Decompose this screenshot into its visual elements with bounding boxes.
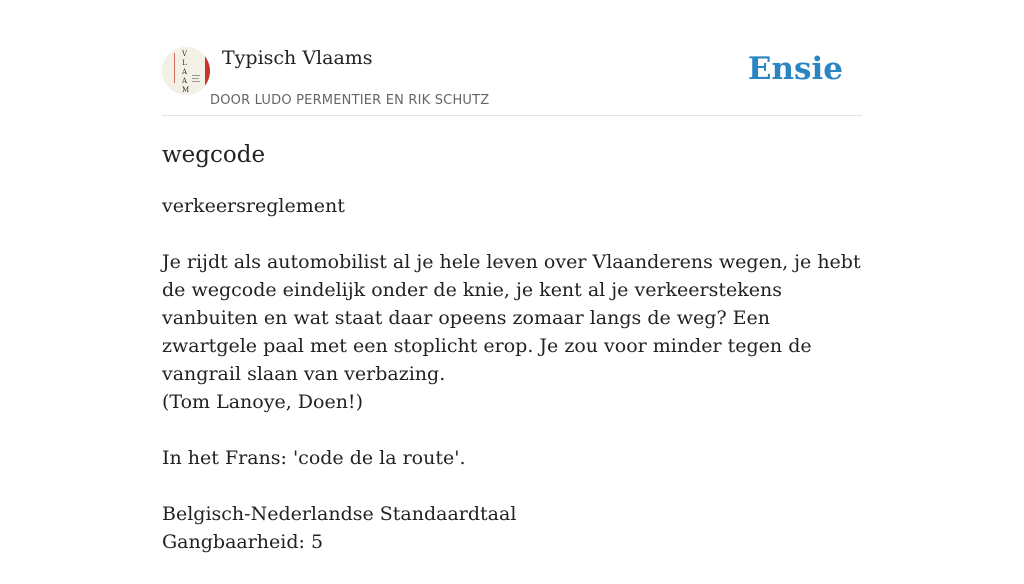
classification-text: Belgisch-Nederlandse Standaardtaal	[162, 503, 517, 525]
ensie-logo[interactable]: Ensie	[747, 51, 843, 87]
entry-title: wegcode	[162, 142, 266, 168]
quote-text: Je rijdt als automobilist al je hele leven over Vlaanderens wegen, je hebt de wegcode eindelijk onder de knie, je kent al je verkeerstekens vanbuiten en wat staat daar opeens zomaar langs de weg? Een zwartgele paal met een stoplicht erop. Je zou voor minder tegen de vangrail slaan van verbazing.	[162, 251, 861, 385]
usage-text: Gangbaarheid: 5	[162, 531, 324, 553]
classification-paragraph	[162, 500, 862, 556]
svg-text:A: A	[182, 77, 188, 85]
french-paragraph	[162, 444, 862, 472]
entry-header	[162, 0, 862, 116]
svg-text:A: A	[182, 68, 188, 76]
svg-text:V: V	[182, 50, 188, 58]
synonym-paragraph	[162, 192, 862, 220]
page	[162, 0, 862, 553]
quote-paragraph	[162, 248, 862, 416]
entry-definition	[162, 192, 862, 584]
book-title[interactable]: Typisch Vlaams	[222, 47, 373, 69]
svg-text:M: M	[182, 86, 190, 94]
book-authors: DOOR LUDO PERMENTIER EN RIK SCHUTZ	[210, 93, 490, 108]
french-text: In het Frans: 'code de la route'.	[162, 447, 466, 469]
quote-source: (Tom Lanoye, Doen!)	[162, 391, 363, 413]
synonym-text: verkeersreglement	[162, 195, 345, 217]
book-cover-icon[interactable]	[162, 47, 210, 95]
svg-text:L: L	[182, 59, 187, 67]
